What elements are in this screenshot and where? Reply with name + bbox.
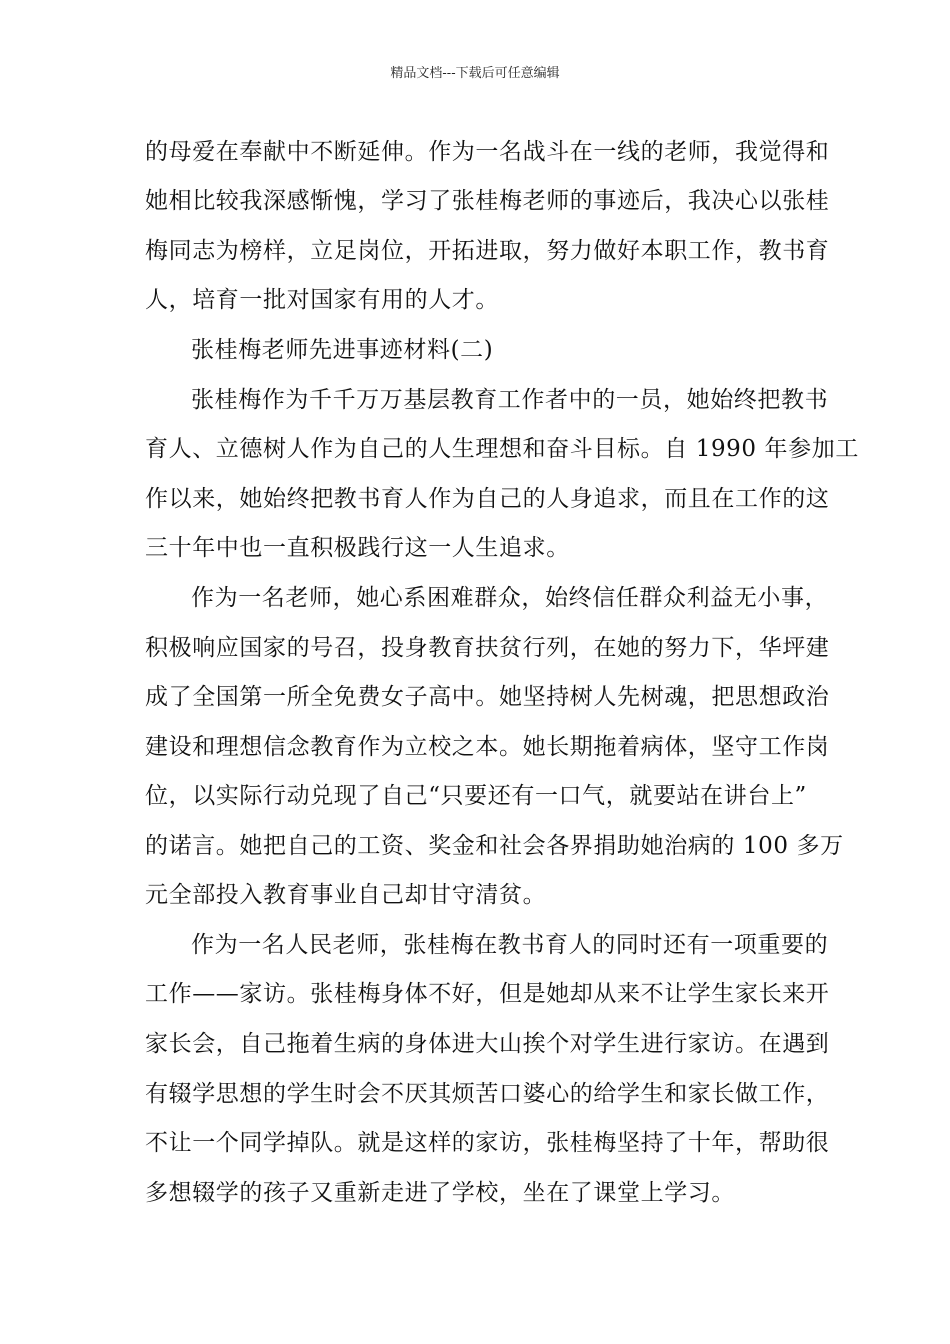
text-line: 元全部投入教育事业自己却甘守清贫。: [145, 882, 547, 908]
text-line: 有辍学思想的学生时会不厌其烦苦口婆心的给学生和家长做工作，: [145, 1081, 830, 1107]
page-header: 精品文档---下载后可任意编辑: [390, 66, 560, 81]
text-line: 的母爱在奉献中不断延伸。作为一名战斗在一线的老师，我觉得和: [145, 139, 830, 165]
text-line: 家长会，自己拖着生病的身体进大山挨个对学生进行家访。在遇到: [145, 1031, 830, 1057]
text-line: 工作——家访。张桂梅身体不好，但是她却从来不让学生家长来开: [145, 981, 830, 1007]
text-line: 她相比较我深感惭愧，学习了张桂梅老师的事迹后，我决心以张桂: [145, 188, 830, 214]
text-line: 建设和理想信念教育作为立校之本。她长期拖着病体，坚守工作岗: [145, 734, 830, 760]
text-line: 三十年中也一直积极践行这一人生追求。: [145, 535, 570, 561]
section-heading: 张桂梅老师先进事迹材料(二): [191, 337, 494, 363]
text-line: 积极响应国家的号召，投身教育扶贫行列，在她的努力下，华坪建: [145, 635, 830, 661]
text-line: 育人、立德树人作为自己的人生理想和奋斗目标。自 1990 年参加工: [145, 436, 859, 462]
text-line: 多想辍学的孩子又重新走进了学校，坐在了课堂上学习。: [145, 1180, 735, 1206]
text-line: 作为一名人民老师，张桂梅在教书育人的同时还有一项重要的: [191, 932, 829, 958]
text-line: 不让一个同学掉队。就是这样的家访，张桂梅坚持了十年，帮助很: [145, 1130, 830, 1156]
text-line: 作以来，她始终把教书育人作为自己的人身追求，而且在工作的这: [145, 486, 830, 512]
text-line: 的诺言。她把自己的工资、奖金和社会各界捐助她治病的 100 多万: [145, 833, 844, 859]
text-line: 作为一名老师，她心系困难群众，始终信任群众利益无小事，: [191, 585, 829, 611]
text-line: 张桂梅作为千千万万基层教育工作者中的一员，她始终把教书: [191, 387, 829, 413]
text-line: 人，培育一批对国家有用的人才。: [145, 287, 499, 313]
text-line: 成了全国第一所全免费女子高中。她坚持树人先树魂，把思想政治: [145, 684, 830, 710]
text-line: 位，以实际行动兑现了自己“只要还有一口气，就要站在讲台上”: [145, 783, 807, 809]
text-line: 梅同志为榜样，立足岗位，开拓进取，努力做好本职工作，教书育: [145, 238, 830, 264]
